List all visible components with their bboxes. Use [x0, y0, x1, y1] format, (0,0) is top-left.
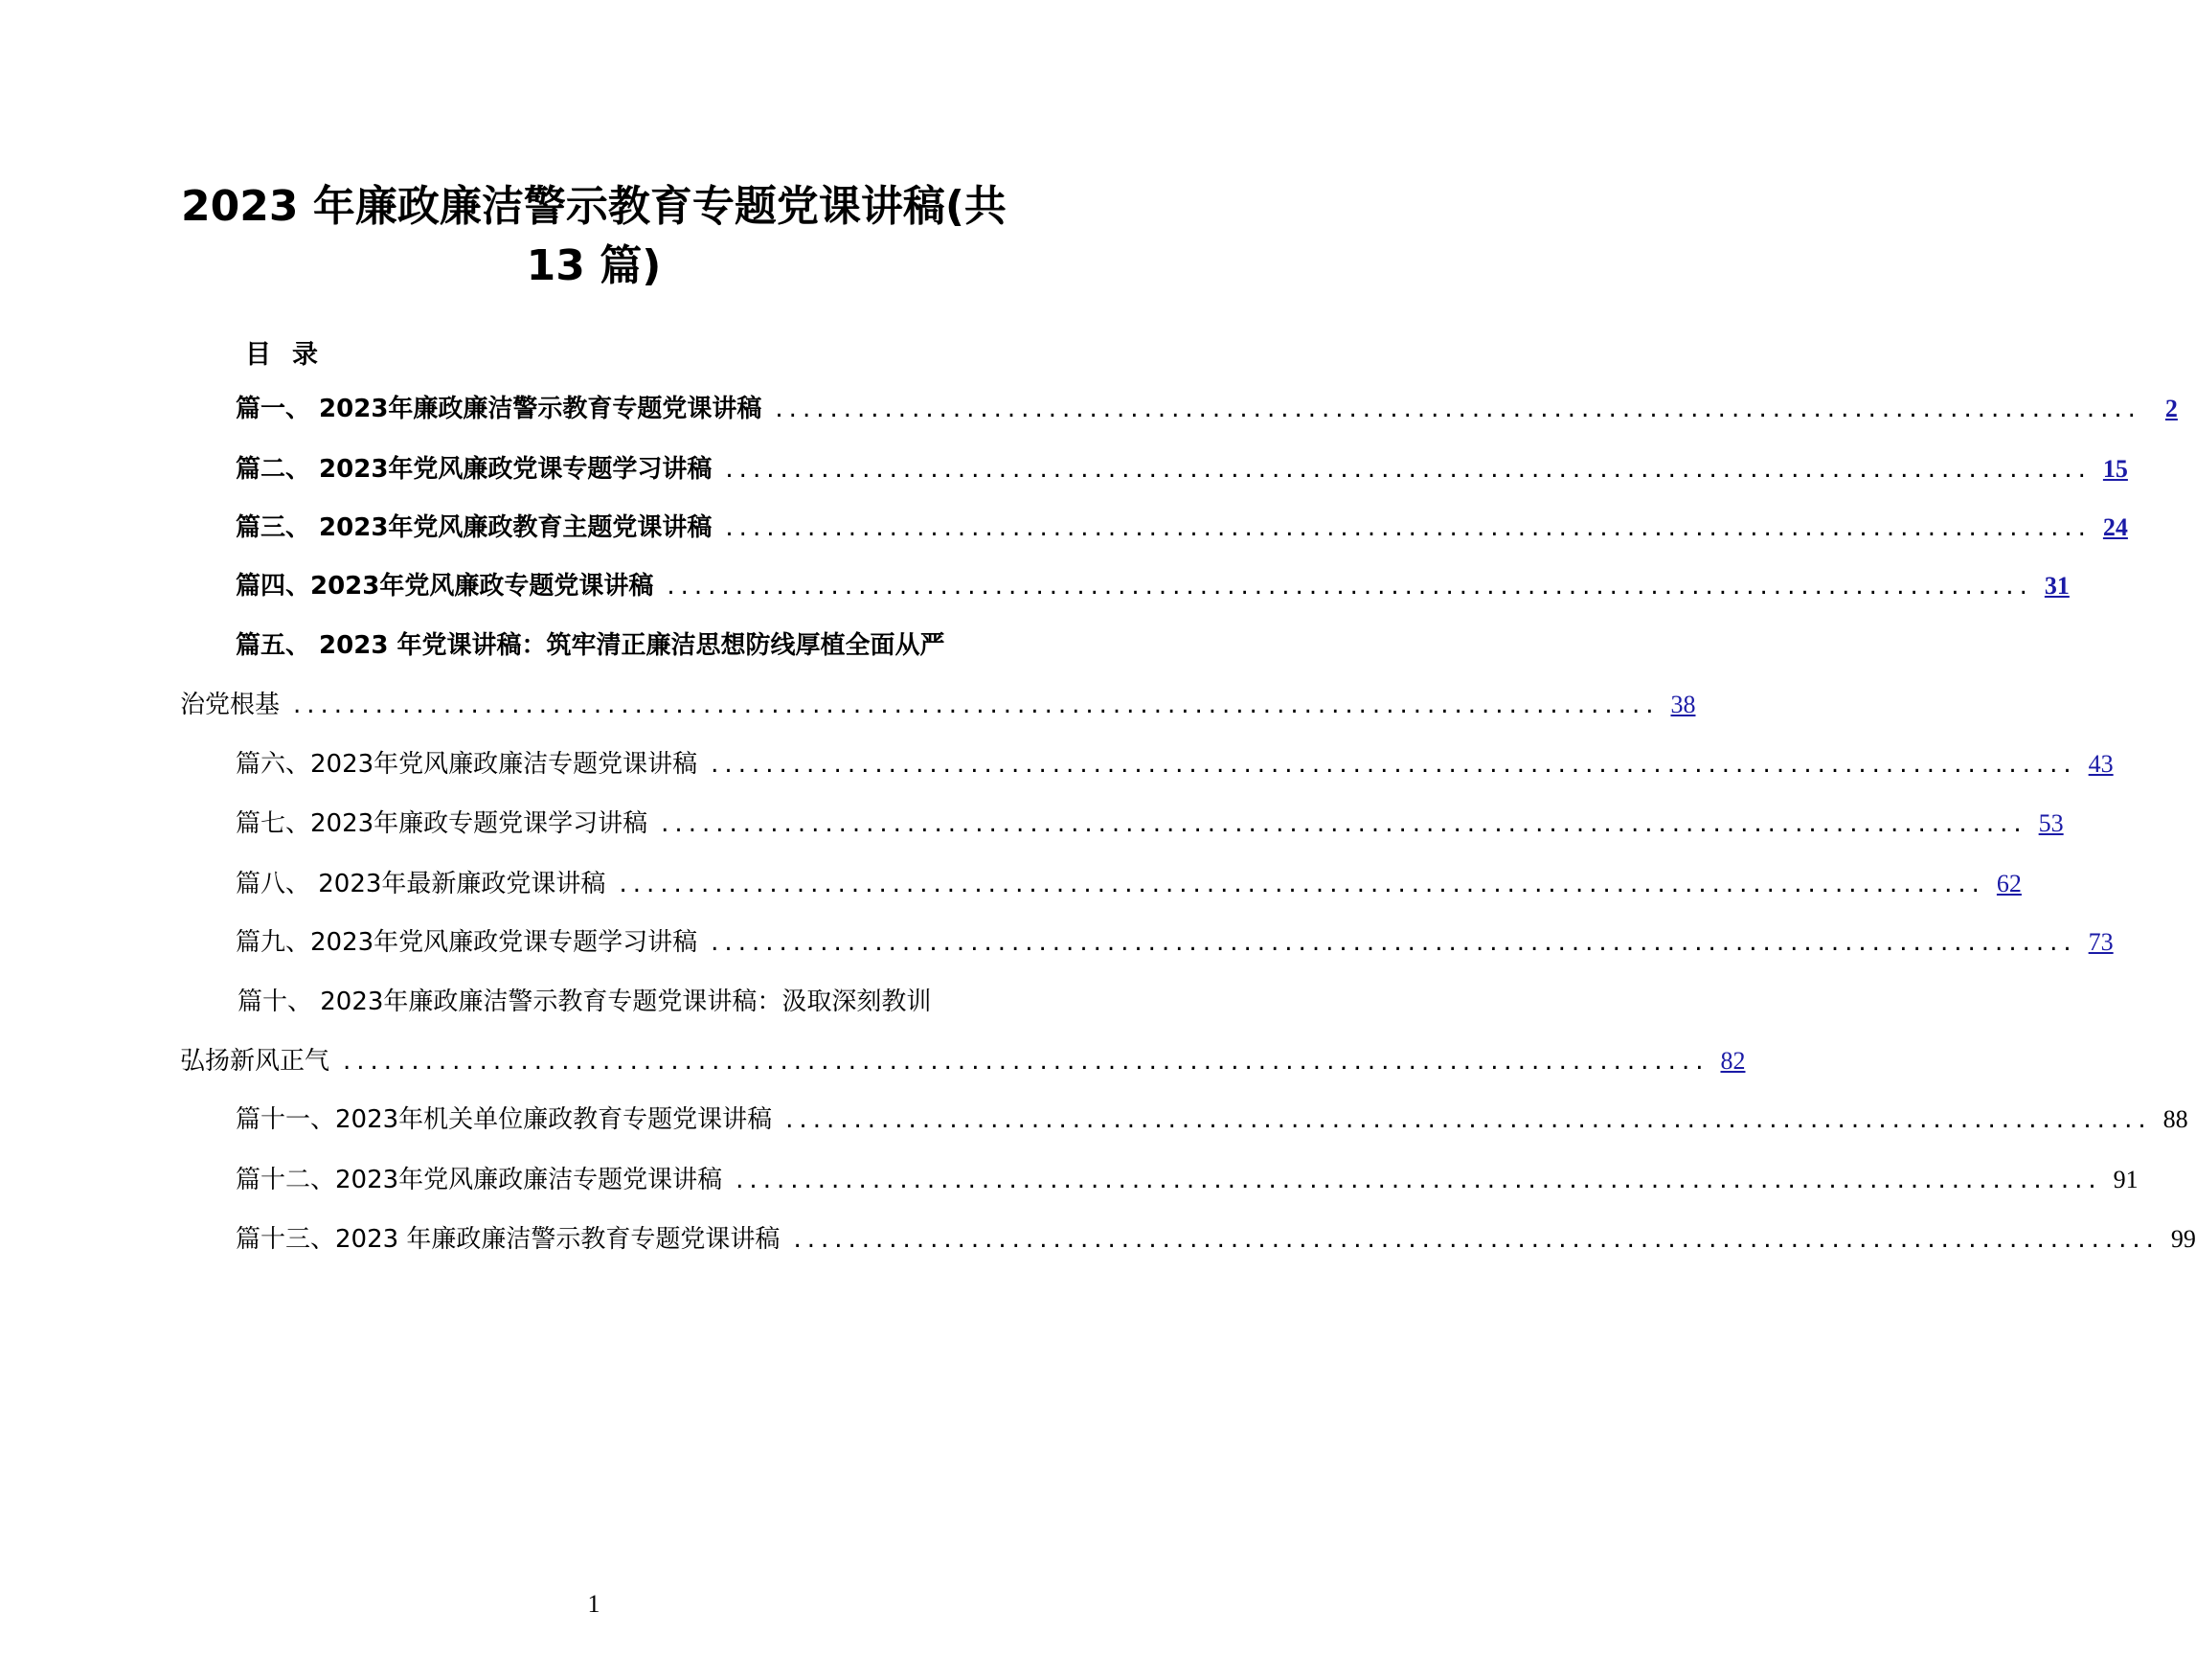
- toc-entry-label: 篇七、2023年廉政专题党课学习讲稿: [236, 809, 648, 838]
- toc-dot-leader: ....................................................................................................: [343, 1047, 1709, 1076]
- toc-entry-2[interactable]: [236, 450, 2128, 488]
- toc-dot-leader: ....................................................................................................: [775, 395, 2141, 423]
- toc-dot-leader: ....................................................................................................: [793, 1225, 2160, 1254]
- page-number: 1: [587, 1590, 600, 1618]
- toc-entry-12[interactable]: [236, 1161, 2139, 1199]
- toc-page-link[interactable]: 2: [2164, 395, 2178, 422]
- toc-page-link[interactable]: 82: [1720, 1047, 1746, 1075]
- toc-entry-1[interactable]: [236, 390, 2178, 428]
- toc-entry-label: 篇一、 2023年廉政廉洁警示教育专题党课讲稿: [236, 395, 762, 423]
- toc-page-link[interactable]: 43: [2088, 750, 2114, 778]
- toc-entry-9[interactable]: [236, 923, 2114, 962]
- toc-page-link[interactable]: 73: [2088, 928, 2114, 956]
- toc-page-link[interactable]: 24: [2102, 513, 2128, 541]
- toc-dot-leader: ....................................................................................................: [661, 809, 2027, 838]
- toc-page-link[interactable]: 31: [2044, 572, 2070, 600]
- toc-entry-13[interactable]: [236, 1220, 2196, 1259]
- toc-entry-5-line-1[interactable]: 篇五、 2023 年党课讲稿：筑牢清正廉洁思想防线厚植全面从严: [236, 631, 945, 660]
- toc-dot-leader: ....................................................................................................: [619, 870, 1985, 898]
- toc-entry-label: 篇十三、2023 年廉政廉洁警示教育专题党课讲稿: [236, 1225, 781, 1254]
- toc-page-link[interactable]: 15: [2102, 455, 2128, 483]
- toc-entry-8[interactable]: [236, 865, 2022, 903]
- toc-entry-label: 篇十一、2023年机关单位廉政教育专题党课讲稿: [236, 1105, 773, 1134]
- toc-entry-label: 治党根基: [180, 691, 281, 719]
- toc-dot-leader: ....................................................................................................: [667, 572, 2033, 601]
- toc-page-link[interactable]: 62: [1996, 870, 2022, 897]
- toc-dot-leader: ....................................................................................................: [785, 1105, 2152, 1134]
- toc-heading: 目录: [245, 340, 339, 370]
- toc-entry-5[interactable]: [180, 686, 1696, 724]
- toc-entry-3[interactable]: [236, 509, 2128, 547]
- toc-entry-4[interactable]: [236, 567, 2070, 605]
- toc-entry-label: 篇八、 2023年最新廉政党课讲稿: [236, 870, 606, 898]
- toc-entry-10-line-1[interactable]: 篇十、 2023年廉政廉洁警示教育专题党课讲稿：汲取深刻教训: [238, 988, 932, 1016]
- toc-page-number: 88: [2162, 1105, 2188, 1133]
- toc-dot-leader: ....................................................................................................: [736, 1166, 2102, 1194]
- toc-dot-leader: ....................................................................................................: [293, 691, 1660, 719]
- toc-dot-leader: ....................................................................................................: [711, 928, 2077, 957]
- toc-dot-leader: ....................................................................................................: [725, 455, 2092, 484]
- toc-page-number: 99: [2170, 1225, 2196, 1253]
- toc-dot-leader: ....................................................................................................: [711, 750, 2077, 779]
- toc-entry-label: 篇三、 2023年党风廉政教育主题党课讲稿: [236, 513, 713, 542]
- toc-entry-6[interactable]: [236, 745, 2114, 783]
- toc-entry-label: 篇四、2023年党风廉政专题党课讲稿: [236, 572, 654, 601]
- document-title-line-2: 13 篇): [526, 241, 662, 290]
- toc-entry-label: 弘扬新风正气: [180, 1047, 330, 1076]
- toc-entry-label: 篇二、 2023年党风廉政党课专题学习讲稿: [236, 455, 713, 484]
- toc-entry-label: 篇十二、2023年党风廉政廉洁专题党课讲稿: [236, 1166, 723, 1194]
- toc-page-link[interactable]: 38: [1670, 691, 1696, 718]
- toc-dot-leader: ....................................................................................................: [725, 513, 2092, 542]
- document-title-line-1: 2023 年廉政廉洁警示教育专题党课讲稿(共: [181, 182, 1007, 231]
- toc-entry-11[interactable]: [236, 1101, 2188, 1139]
- toc-entry-7[interactable]: [236, 805, 2064, 843]
- toc-page-link[interactable]: 53: [2038, 809, 2064, 837]
- toc-entry-10[interactable]: [180, 1042, 1746, 1080]
- toc-entry-label: 篇六、2023年党风廉政廉洁专题党课讲稿: [236, 750, 698, 779]
- toc-entry-label: 篇九、2023年党风廉政党课专题学习讲稿: [236, 928, 698, 957]
- toc-page-number: 91: [2113, 1166, 2139, 1193]
